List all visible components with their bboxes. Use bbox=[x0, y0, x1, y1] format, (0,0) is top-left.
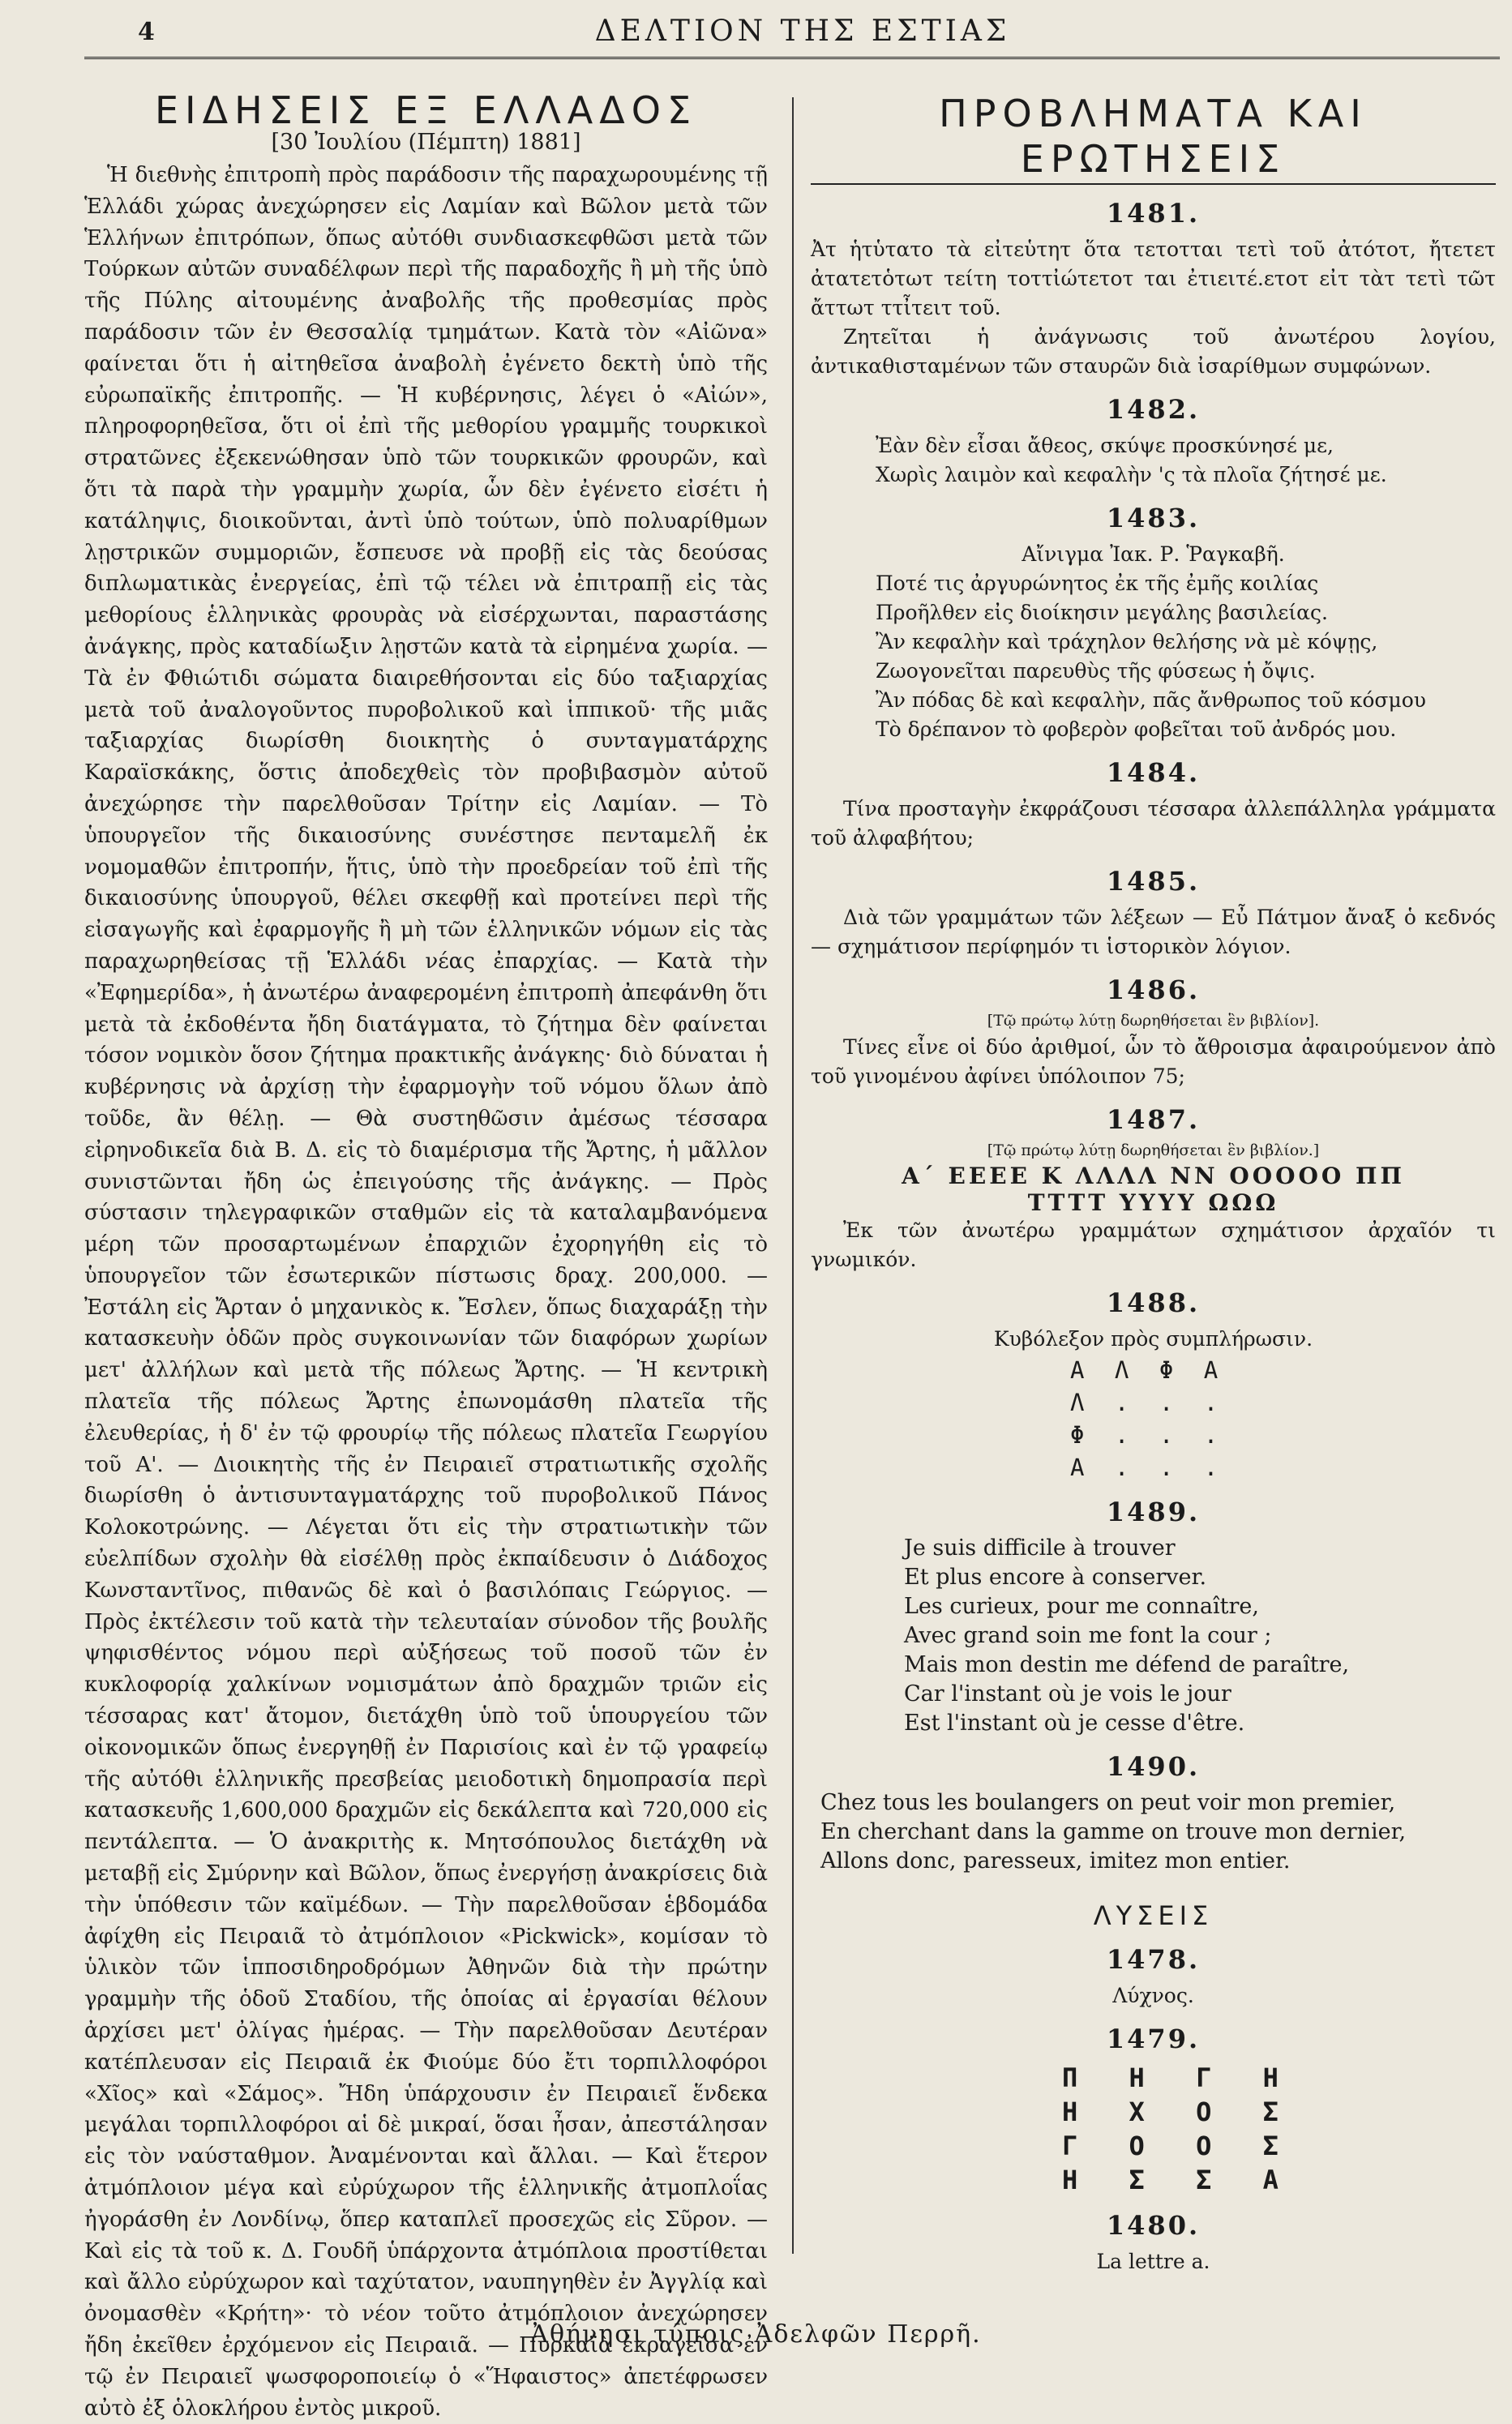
verse-line: Προῆλθεν εἰς διοίκησιν μεγάλης βασιλείας. bbox=[876, 601, 1328, 624]
problem-text: Διὰ τῶν γραμμάτων τῶν λέξεων — Εὖ Πάτμον ἄναξ ὁ κεδνός — σχημάτισον περίφημόν τι ἱστορικὸν λόγιον. bbox=[811, 906, 1496, 958]
verse-line: Chez tous les boulangers on peut voir mon premier, bbox=[820, 1790, 1396, 1815]
solution-word-square bbox=[1062, 2061, 1496, 2197]
problem-number: 1488. bbox=[1106, 1287, 1201, 1318]
french-verse bbox=[820, 1788, 1496, 1876]
grid-row: Α . . . bbox=[1070, 1454, 1227, 1481]
prize-note: [Τῷ πρώτῳ λύτῃ δωρηθήσεται ἓν βιβλίον.] bbox=[987, 1141, 1320, 1159]
verse-line: En cherchant dans la gamme on trouve mon dernier, bbox=[820, 1819, 1407, 1844]
problem-text: Ἐκ τῶν ἀνωτέρω γραμμάτων σχημάτισον ἀρχαῖόν τι γνωμικόν. bbox=[811, 1218, 1496, 1271]
dateline: [30 Ἰουλίου (Πέμπτη) 1881] bbox=[271, 130, 581, 155]
verse-line: Allons donc, paresseux, imitez mon entier. bbox=[820, 1848, 1291, 1874]
verse-line: Je suis difficile à trouver bbox=[904, 1535, 1176, 1561]
problem-number: 1481. bbox=[1106, 198, 1201, 229]
puzzles-section-title: ΠΡΟΒΛΗΜΑΤΑ ΚΑΙ ΕΡΩΤΗΣΕΙΣ bbox=[939, 92, 1368, 181]
problem-number: 1482. bbox=[1106, 394, 1201, 425]
grid-row: Η Χ Ο Σ bbox=[1062, 2096, 1296, 2127]
problem-text: Τίνα προσταγὴν ἐκφράζουσι τέσσαρα ἀλλεπάλληλα γράμματα τοῦ ἀλφαβήτου; bbox=[811, 797, 1496, 850]
riddle-attribution: Αἴνιγμα Ἰακ. Ρ. Ῥαγκαβῆ. bbox=[1022, 542, 1285, 566]
grid-row: Γ Ο Ο Σ bbox=[1062, 2131, 1296, 2161]
verse-line: Ἂν κεφαλὴν καὶ τράχηλον θελήσης νὰ μὲ κόψῃς, bbox=[876, 630, 1378, 653]
column-divider bbox=[792, 97, 794, 2254]
solution-number: 1480. bbox=[1106, 2210, 1201, 2241]
letter-set: Α΄ ΕΕΕΕ Κ ΛΛΛΛ ΝΝ ΟΟΟΟΟ ΠΠ bbox=[902, 1163, 1405, 1189]
grid-row: Φ . . . bbox=[1070, 1421, 1227, 1449]
verse-line: Avec grand soin me font la cour ; bbox=[904, 1623, 1272, 1648]
problem-text: Τίνες εἶνε οἱ δύο ἀριθμοί, ὧν τὸ ἄθροισμα ἀφαιρούμενον ἀπὸ τοῦ γινομένου ἀφίνει ὑπόλοιπον 75; bbox=[811, 1035, 1496, 1088]
verse-line: Car l'instant où je vois le jour bbox=[904, 1681, 1231, 1707]
problem-verse bbox=[876, 569, 1496, 744]
news-section-title: ΕΙΔΗΣΕΙΣ ΕΞ ΕΛΛΑΔΟΣ bbox=[154, 88, 698, 132]
grid-row: Λ . . . bbox=[1070, 1389, 1227, 1416]
verse-line: Τὸ δρέπανον τὸ φοβερὸν φοβεῖται τοῦ ἀνδρός μου. bbox=[876, 717, 1397, 741]
puzzles-column bbox=[811, 91, 1496, 2276]
word-square bbox=[1070, 1354, 1496, 1484]
solution-number: 1478. bbox=[1106, 1944, 1201, 1975]
news-column bbox=[84, 88, 768, 2424]
cipher-text: Ἀτ ἡτὑτατο τὰ εἰτεὑτητ ὅτα τετοτται τετὶ τοῦ ἀτότοτ, ἤτετετ ἀτατετὁτωτ τείτη τοττἰώτετοτ ται ἐτιειτέ.ετοτ εἰτ τὰτ τετὶ τῶτ ἄττωτ ττἶτειτ τοῦ. bbox=[811, 238, 1496, 319]
grid-row: Α Λ Φ Α bbox=[1070, 1356, 1227, 1384]
problem-text: Ζητεῖται ἡ ἀνάγνωσις τοῦ ἀνωτέρου λογίου, ἀντικαθισταμένων τῶν σταυρῶν διὰ ἰσαρίθμων συμφώνων. bbox=[811, 325, 1496, 378]
verse-line: Est l'instant où je cesse d'être. bbox=[904, 1711, 1245, 1736]
problem-number: 1489. bbox=[1106, 1497, 1201, 1527]
problem-number: 1487. bbox=[1106, 1104, 1201, 1135]
solution-text: La lettre a. bbox=[1096, 2250, 1210, 2273]
solution-text: Λύχνος. bbox=[1112, 1984, 1194, 2007]
header-rule bbox=[84, 57, 1500, 59]
problem-number: 1486. bbox=[1106, 974, 1201, 1005]
verse-line: Ζωογονεῖται παρευθὺς τῆς φύσεως ἡ ὄψις. bbox=[876, 659, 1316, 683]
prize-note: [Τῷ πρώτῳ λύτῃ δωρηθήσεται ἓν βιβλίον]. bbox=[987, 1012, 1320, 1030]
problem-number: 1483. bbox=[1106, 503, 1201, 533]
running-head: ΔΕΛΤΙΟΝ ΤΗΣ ΕΣΤΙΑΣ bbox=[594, 15, 1011, 48]
problem-number: 1485. bbox=[1106, 866, 1201, 897]
french-verse bbox=[904, 1534, 1496, 1738]
printer-imprint: Ἀθήνησι τύποις Ἀδελφῶν Περρῆ. bbox=[530, 2320, 982, 2349]
verse-line: Χωρὶς λαιμὸν καὶ κεφαλὴν 'ς τὰ πλοῖα ζήτησέ με. bbox=[876, 463, 1387, 486]
grid-row: Π Η Γ Η bbox=[1062, 2062, 1296, 2093]
verse-line: Les curieux, pour me connaître, bbox=[904, 1594, 1259, 1619]
verse-line: Ποτέ τις ἀργυρώνητος ἐκ τῆς ἐμῆς κοιλίας bbox=[876, 572, 1319, 595]
verse-line: Mais mon destin me défend de paraître, bbox=[904, 1652, 1350, 1677]
letter-set: ΤΤΤΤ ΥΥΥΥ ΩΩΩ bbox=[1027, 1189, 1279, 1216]
problem-subtitle: Κυβόλεξον πρὸς συμπλήρωσιν. bbox=[993, 1327, 1313, 1351]
problem-verse bbox=[876, 431, 1496, 490]
title-rule bbox=[811, 183, 1496, 185]
news-body: Ἡ διεθνὴς ἐπιτροπὴ πρὸς παράδοσιν τῆς παραχωρουμένης τῇ Ἑλλάδι χώρας ἀνεχώρησεν εἰς Λαμίαν καὶ Βῶλον μετὰ τῶν Ἑλλήνων ἐπιτρόπων, ὅπως αὐτόθι συνδιασκεφθῶσι μετὰ τῶν Τούρκων αὐτῶν συναδέλφων περὶ τῆς παραδοχῆς ἢ μὴ τῆς ὑπὸ τῆς Πύλης αἰτουμένης ἀναβολῆς τῆς προθεσμίας πρὸς παράδοσιν τῶν ἐν Θεσσαλίᾳ τμημάτων. Κατὰ τὸν «Αἰῶνα» φαίνεται ὅτι ἡ αἰτηθεῖσα ἀναβολὴ ἐγένετο δεκτὴ ὑπὸ τῆς εὐρωπαϊκῆς ἐπιτροπῆς. — Ἡ κυβέρνησις, λέγει ὁ «Αἰών», πληροφορηθεῖσα, ὅτι οἱ ἐπὶ τῆς μεθορίου γραμμῆς τουρκικοὶ στρατῶνες ἐξεκενώθησαν ὑπὸ τῶν τουρκικῶν φρουρῶν, καὶ ὅτι τὰ παρὰ τὴν γραμμὴν χωρία, ὧν δὲν ἐγένετο εἰσέτι ἡ κατάληψις, διοικοῦνται, ἀντὶ ὑπὸ τούτων, ὑπὸ πολυαρίθμων λῃστρικῶν συμμοριῶν, ἔσπευσε νὰ προβῇ εἰς τὰς δεούσας διπλωματικὰς ἐνεργείας, ἐπὶ τῷ τέλει νὰ ἐπιτραπῇ εἰς τὰς μεθορίους ἑλληνικὰς φρουρὰς νὰ εἰσέρχωνται, παραστάσης ἀνάγκης, πρὸς καταδίωξιν λῃστῶν κατὰ τὰ εἰρημένα χωρία. — Τὰ ἐν Φθιώτιδι σώματα διαιρεθήσονται εἰς δύο ταξιαρχίας μετὰ τοῦ ἀναλογοῦντος πυροβολικοῦ καὶ ἱππικοῦ· τῆς μιᾶς ταξιαρχίας διωρίσθη διοικητὴς ὁ συνταγματάρχης Καραϊσκάκης, ὅστις ἀποδεχθεὶς τὸν προβιβασμὸν αὐτοῦ ἀνεχώρησε τὴν παρελθοῦσαν Τρίτην εἰς Λαμίαν. — Τὸ ὑπουργεῖον τῆς δικαιοσύνης συνέστησε πενταμελῆ ἐκ νομομαθῶν ἐπιτροπήν, ἥτις, ὑπὸ τὴν προεδρείαν τοῦ ἐπὶ τῆς δικαιοσύνης ὑπουργοῦ, θέλει σκεφθῇ καὶ προτείνει περὶ τῆς εἰσαγωγῆς καὶ ἐφαρμογῆς ἢ μὴ τῶν ἑλληνικῶν νόμων εἰς τὰς παραχωρηθείσας τῇ Ἑλλάδι νέας ἐπαρχίας. — Κατὰ τὴν «Ἐφημερίδα», ἡ ἀνωτέρω ἀναφερομένη ἐπιτροπὴ ἀπεφάνθη ὅτι μετὰ τὰ ἐκδοθέντα ἤδη διατάγματα, τὸ ζήτημα δὲν φαίνεται τόσον νομικὸν ὅσον ζήτημα πρακτικῆς ἀνάγκης· διὸ δύναται ἡ κυβέρνησις νὰ ἀρχίσῃ τὴν ἐφαρμογὴν τοῦ νόμου ὅλων ἀπὸ τοῦδε, ἂν θέλῃ. — Θὰ συστηθῶσιν ἀμέσως τέσσαρα εἰρηνοδικεῖα διὰ Β. Δ. εἰς τὸ διαμέρισμα τῆς Ἄρτης, ἡ μᾶλλον συνιστῶνται ἤδη ὡς ἐπειγούσης τῆς ἀνάγκης. — Πρὸς σύστασιν τηλεγραφικῶν σταθμῶν εἰς τὰ καταλαμβανόμενα μέρη τῶν προσαρτωμένων ἐπαρχιῶν ἐχορηγήθη εἰς τὸ ὑπουργεῖον τῶν ἐσωτερικῶν πίστωσις δραχ. 200,000. — Ἐστάλη εἰς Ἄρταν ὁ μηχανικὸς κ. Ἔσλεν, ὅπως διαχαράξῃ τὴν κατασκευὴν ὁδῶν πρὸς συγκοινωνίαν τῶν διαφόρων χωρίων μετ' ἀλλήλων καὶ μετὰ τῆς πόλεως Ἄρτης. — Ἡ κεντρικὴ πλατεῖα τῆς πόλεως Ἄρτης ἐπωνομάσθη πλατεῖα τῆς ἐλευθερίας, ἡ δ' ἐν τῷ φρουρίῳ τῆς πόλεως πλατεῖα Γεωργίου τοῦ Α'. — Διοικητὴς τῆς ἐν Πειραιεῖ στρατιωτικῆς σχολῆς διωρίσθη ὁ ἀντισυνταγματάρχης τοῦ πυροβολικοῦ Πάνος Κολοκοτρώνης. — Λέγεται ὅτι εἰς τὴν στρατιωτικὴν τῶν εὐελπίδων σχολὴν θὰ εἰσέλθῃ πρὸς ἐκπαίδευσιν ὁ Διάδοχος Κωνσταντῖνος, πιθανῶς δὲ καὶ ὁ βασιλόπαις Γεώργιος. — Πρὸς ἐκτέλεσιν τοῦ κατὰ τὴν τελευταίαν σύνοδον τῆς βουλῆς ψηφισθέντος νόμου περὶ αὐξήσεως τοῦ ποσοῦ τῶν ἐν κυκλοφορίᾳ χαλκίνων νομισμάτων ἀπὸ δραχμῶν τριῶν εἰς τέσσαρας κατ' ἄτομον, διετάχθη ὑπὸ τοῦ ὑπουργείου τῶν οἰκονομικῶν ὅπως ἐνεργηθῇ ἐν Παρισίοις καὶ ἐν τῷ γραφείῳ τῆς αὐτόθι ἑλληνικῆς πρεσβείας μειοδοτικὴ δημοπρασία περὶ κατασκευῆς 1,600,000 δραχμῶν εἰς δεκάλεπτα καὶ 720,000 εἰς πεντάλεπτα. — Ὁ ἀνακριτὴς κ. Μητσόπουλος διετάχθη νὰ μεταβῇ εἰς Σμύρνην καὶ Βῶλον, ὅπως ἐνεργήσῃ ἀνακρίσεις διὰ τὴν ὑπόθεσιν τῶν καϊμέδων. — Τὴν παρελθοῦσαν ἑβδομάδα ἀφίχθη εἰς Πειραιᾶ τὸ ἀτμόπλοιον «Pickwick», κομίσαν τὸ ὑλικὸν τῶν ἱπποσιδηροδρόμων Ἀθηνῶν διὰ τὴν πρώτην γραμμὴν τῆς ὁδοῦ Σταδίου, τῆς ὁποίας αἱ ἐργασίαι θέλουν ἀρχίσει μετ' ὀλίγας ἡμέρας. — Τὴν παρελθοῦσαν Δευτέραν κατέπλευσαν εἰς Πειραιᾶ ἐκ Φιούμε δύο ἔτι τορπιλλοφόροι «Χῖος» καὶ «Σάμος». Ἤδη ὑπάρχουσιν ἐν Πειραιεῖ ἕνδεκα μεγάλαι τορπιλλοφόροι αἱ δὲ μικραί, ὅσαι ἦσαν, ἀπεστάλησαν εἰς τὸν ναύσταθμον. Ἀναμένονται καὶ ἄλλαι. — Καὶ ἕτερον ἀτμόπλοιον μέγα καὶ εὐρύχωρον τῆς ἑλληνικῆς ἀτμοπλοΐας ἠγοράσθη ἐν Λονδίνῳ, ὅπερ καταπλεῖ προσεχῶς εἰς Σῦρον. — Καὶ εἰς τὰ τοῦ κ. Δ. Γουδῆ ὑπάρχοντα ἀτμόπλοια προστίθεται καὶ ἄλλο εὐρύχωρον καὶ ταχύτατον, ναυπηγηθὲν ἐν Ἀγγλίᾳ καὶ ὀνομασθὲν «Κρήτη»· τὸ νέον τοῦτο ἀτμόπλοιον ἀνεχώρησεν ἤδη ἐκεῖθεν ἐρχόμενον εἰς Πειραιᾶ. — Πυρκαϊὰ ἐκραγεῖσα ἐν τῷ ἐν Πειραιεῖ ψωσφοροποιείῳ ὁ «Ἥφαιστος» ἀπετέφρωσεν αὐτὸ ἐξ ὁλοκλήρου ἐντὸς μικροῦ. bbox=[84, 163, 768, 2421]
problem-number: 1484. bbox=[1106, 757, 1201, 788]
grid-row: Η Σ Σ Α bbox=[1062, 2165, 1296, 2195]
solution-number: 1479. bbox=[1106, 2024, 1201, 2054]
verse-line: Ἂν πόδας δὲ καὶ κεφαλὴν, πᾶς ἄνθρωπος τοῦ κόσμου bbox=[876, 688, 1426, 712]
verse-line: Et plus encore à conserver. bbox=[904, 1565, 1207, 1590]
solutions-title: ΛΥΣΕΙΣ bbox=[1093, 1900, 1214, 1931]
verse-line: Ἐὰν δὲν εἶσαι ἄθεος, σκύψε προσκύνησέ με, bbox=[876, 434, 1334, 457]
problem-number: 1490. bbox=[1106, 1751, 1201, 1782]
page-number: 4 bbox=[138, 18, 155, 46]
